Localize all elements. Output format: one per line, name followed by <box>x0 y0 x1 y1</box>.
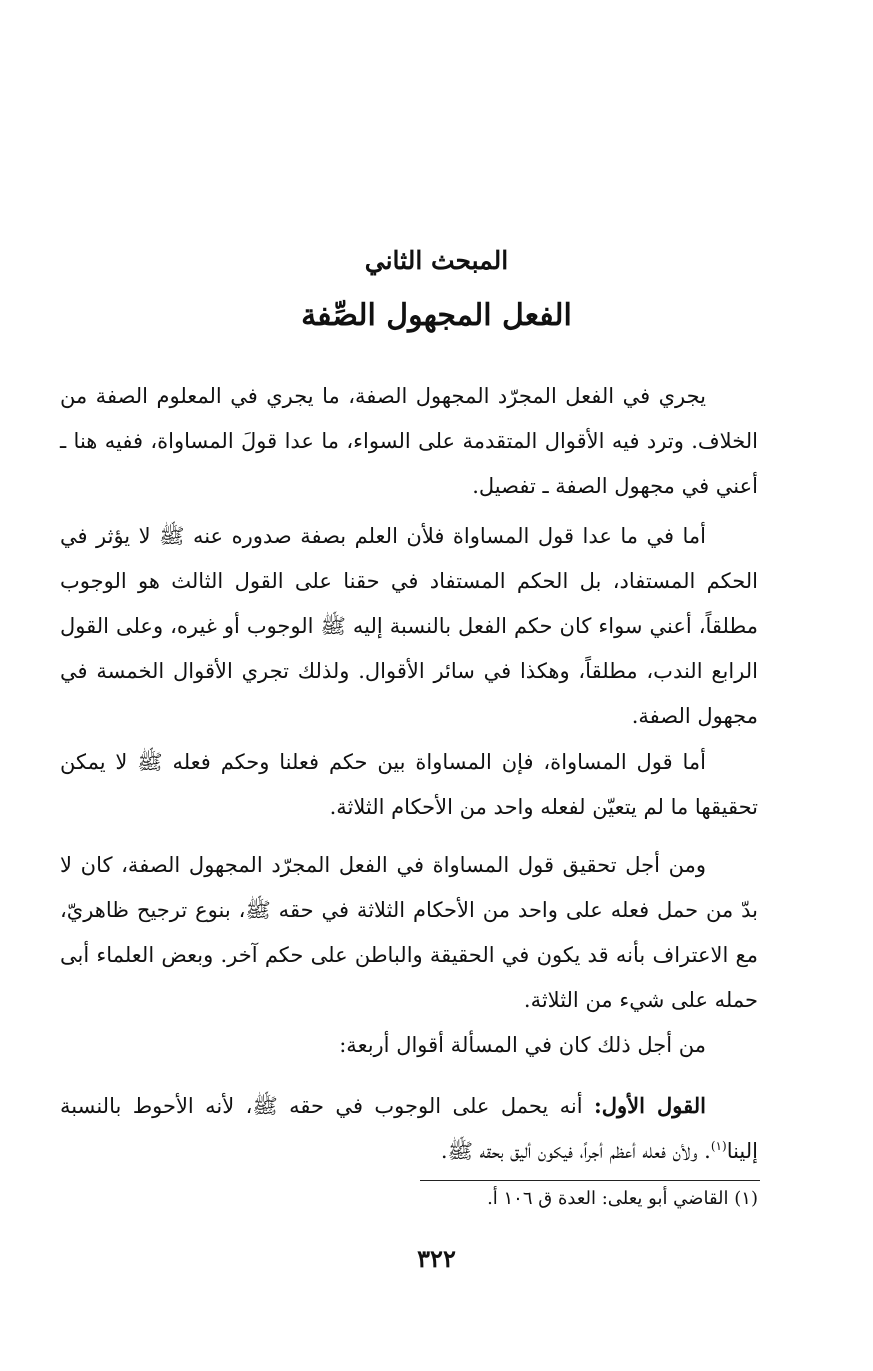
first-opinion-text-end: . ولأن فعله أعظم أجراً، فيكون أليق بحقه ﷺ. <box>440 1139 711 1163</box>
first-opinion-paragraph <box>60 1083 758 1174</box>
first-opinion-text: أنه يحمل على الوجوب في حقه ﷺ، لأنه الأحوط بالنسبة إلينا <box>60 1094 758 1163</box>
section-label: المبحث الثاني <box>364 246 509 275</box>
section-title: الفعل المجهول الصِّفة <box>301 298 572 333</box>
paragraph-1 <box>60 374 758 509</box>
footnote-divider <box>420 1180 760 1181</box>
paragraph-2-text: أما في ما عدا قول المساواة فلأن العلم بصفة صدوره عنه ﷺ لا يؤثر في الحكم المستفاد، بل الحكم المستفاد في حقنا على القول الثالث هو الوجوب مطلقاً، أعني سواء كان حكم الفعل بالنسبة إليه ﷺ الوجوب أو غيره، وعلى القول الرابع الندب، مطلقاً، وهكذا في سائر الأقوال. ولذلك تجري الأقوال الخمسة في مجهول الصفة. <box>60 524 759 728</box>
paragraph-4-text: ومن أجل تحقيق قول المساواة في الفعل المجرّد المجهول الصفة، كان لا بدّ من حمل فعله على واحد من الأحكام الثلاثة في حقه ﷺ، بنوع ترجيح ظاهريّ، مع الاعتراف بأنه قد يكون في الحقيقة والباطن على حكم آخر. وبعض العلماء أبى حمله على شيء من الثلاثة. <box>60 853 758 1012</box>
paragraph-2 <box>60 514 758 739</box>
paragraph-5 <box>60 1023 758 1068</box>
paragraph-3 <box>60 740 758 830</box>
paragraph-3-text: أما قول المساواة، فإن المساواة بين حكم فعلنا وحكم فعله ﷺ لا يمكن تحقيقها ما لم يتعيّن لفعله واحد من الأحكام الثلاثة. <box>60 750 758 819</box>
paragraph-5-text: من أجل ذلك كان في المسألة أقوال أربعة: <box>339 1033 706 1057</box>
first-opinion-label: القول الأول: <box>594 1093 706 1118</box>
footnote-marker[interactable]: (١) <box>710 1139 727 1153</box>
paragraph-1-text: يجري في الفعل المجرّد المجهول الصفة، ما يجري في المعلوم الصفة من الخلاف. وترد فيه الأقوال المتقدمة على السواء، ما عدا قولَ المساواة، ففيه هنا ـ أعني في مجهول الصفة ـ تفصيل. <box>60 384 758 498</box>
paragraph-4 <box>60 843 758 1023</box>
page-number: ٣٢٢ <box>417 1244 456 1273</box>
footnote: (١) القاضي أبو يعلى: العدة ق ١٠٦ أ. <box>487 1188 758 1209</box>
